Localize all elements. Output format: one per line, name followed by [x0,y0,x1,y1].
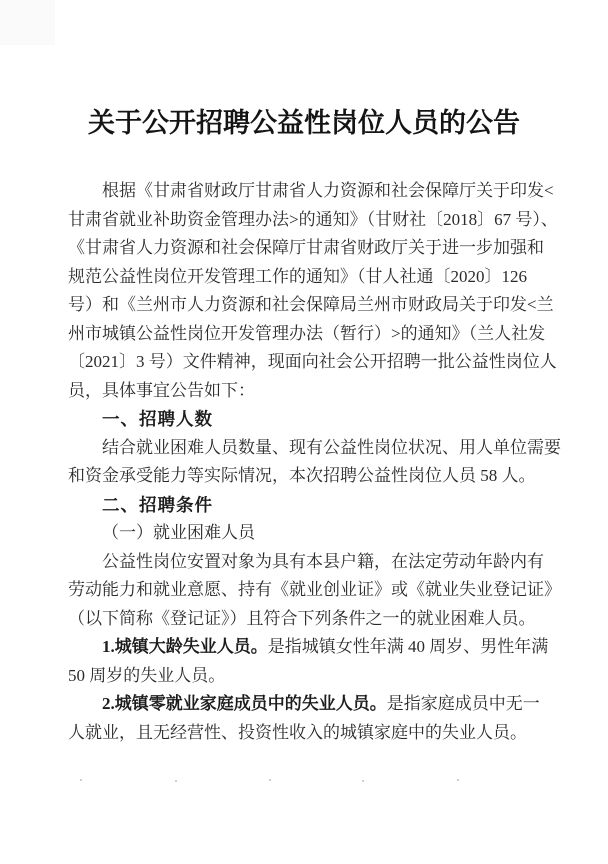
subsection-heading-1-text: （一）就业困难人员 [102,523,255,542]
list-item-1-text: 是指城镇女性年满 40 周岁、男性年满 [267,637,549,656]
text-line-15 [68,576,561,605]
text-line-11-text: 和资金承受能力等实际情况，本次招聘公益性岗位人员 58 人。 [68,466,536,485]
text-line-18 [68,662,546,691]
text-line-3-text: 《甘肃省人力资源和社会保障厅甘肃省财政厅关于进一步加强和 [68,238,544,257]
section-heading-1 [68,405,546,434]
text-line-5-text: 号）和《兰州市人力资源和社会保障局兰州市财政局关于印发<兰 [68,295,554,314]
text-line-8-text: 员，具体事宜公告如下： [68,380,255,400]
scan-speckle [269,779,271,781]
text-line-8 [68,377,546,406]
text-line-3 [68,234,546,263]
text-line-4 [68,263,546,292]
scan-speckle [80,779,82,781]
scan-speckle [175,780,177,782]
text-line-6 [68,320,546,349]
text-line-14 [68,548,546,577]
text-line-15-text: 劳动能力和就业意愿、持有《就业创业证》或《就业失业登记证》 [68,580,561,599]
text-line-18-text: 50 周岁的失业人员。 [68,665,226,685]
text-line-11 [68,462,546,491]
section-heading-2-label: 二、招聘条件 [102,494,213,515]
text-line-2 [68,206,558,235]
text-line-5 [68,291,554,320]
section-heading-2 [68,491,546,520]
text-line-20-text: 人就业，且无经营性、投资性收入的城镇家庭中的失业人员。 [68,722,527,742]
text-line-20 [68,719,546,748]
list-item-2-term: 2.城镇零就业家庭成员中的失业人员。 [102,694,387,713]
text-line-14-text: 公益性岗位安置对象为具有本县户籍，在法定劳动年龄内有 [102,551,544,571]
scan-speckle [457,779,459,781]
list-item-2-text: 是指家庭成员中无一 [386,694,540,713]
text-line-7 [68,348,557,377]
list-item-2 [68,690,546,719]
text-line-1-text: 根据《甘肃省财政厅甘肃省人力资源和社会保障厅关于印发< [102,181,554,200]
section-heading-1-label: 一、招聘人数 [102,409,213,429]
text-line-16 [68,605,546,634]
text-line-10 [68,434,561,463]
text-line-4-text: 规范公益性岗位开发管理工作的通知》（甘人社通〔2020〕126 [68,266,527,286]
text-line-6-text: 州市城镇公益性岗位开发管理办法（暂行）>的通知》（兰人社发 [68,323,546,343]
text-line-2-text: 甘肃省就业补助资金管理办法>的通知》（甘财社〔2018〕67 号）、 [68,209,558,229]
document-title: 关于公开招聘公益性岗位人员的公告 [88,108,520,138]
list-item-1 [68,633,549,662]
scan-corner-artifact [0,0,55,45]
text-line-16-text: （以下简称《登记证》）且符合下列条件之一的就业困难人员。 [68,608,536,628]
text-line-7-text: 〔2021〕3 号）文件精神，现面向社会公开招聘一批公益性岗位人 [68,352,557,371]
scan-speckle-row [0,778,608,782]
scan-speckle [362,780,364,782]
text-line-10-text: 结合就业困难人员数量、现有公益性岗位状况、用人单位需要 [102,437,561,457]
list-item-1-term: 1.城镇大龄失业人员。 [102,637,268,656]
text-line-1 [68,177,554,206]
subsection-heading-1 [68,519,546,548]
document-body [68,177,561,747]
